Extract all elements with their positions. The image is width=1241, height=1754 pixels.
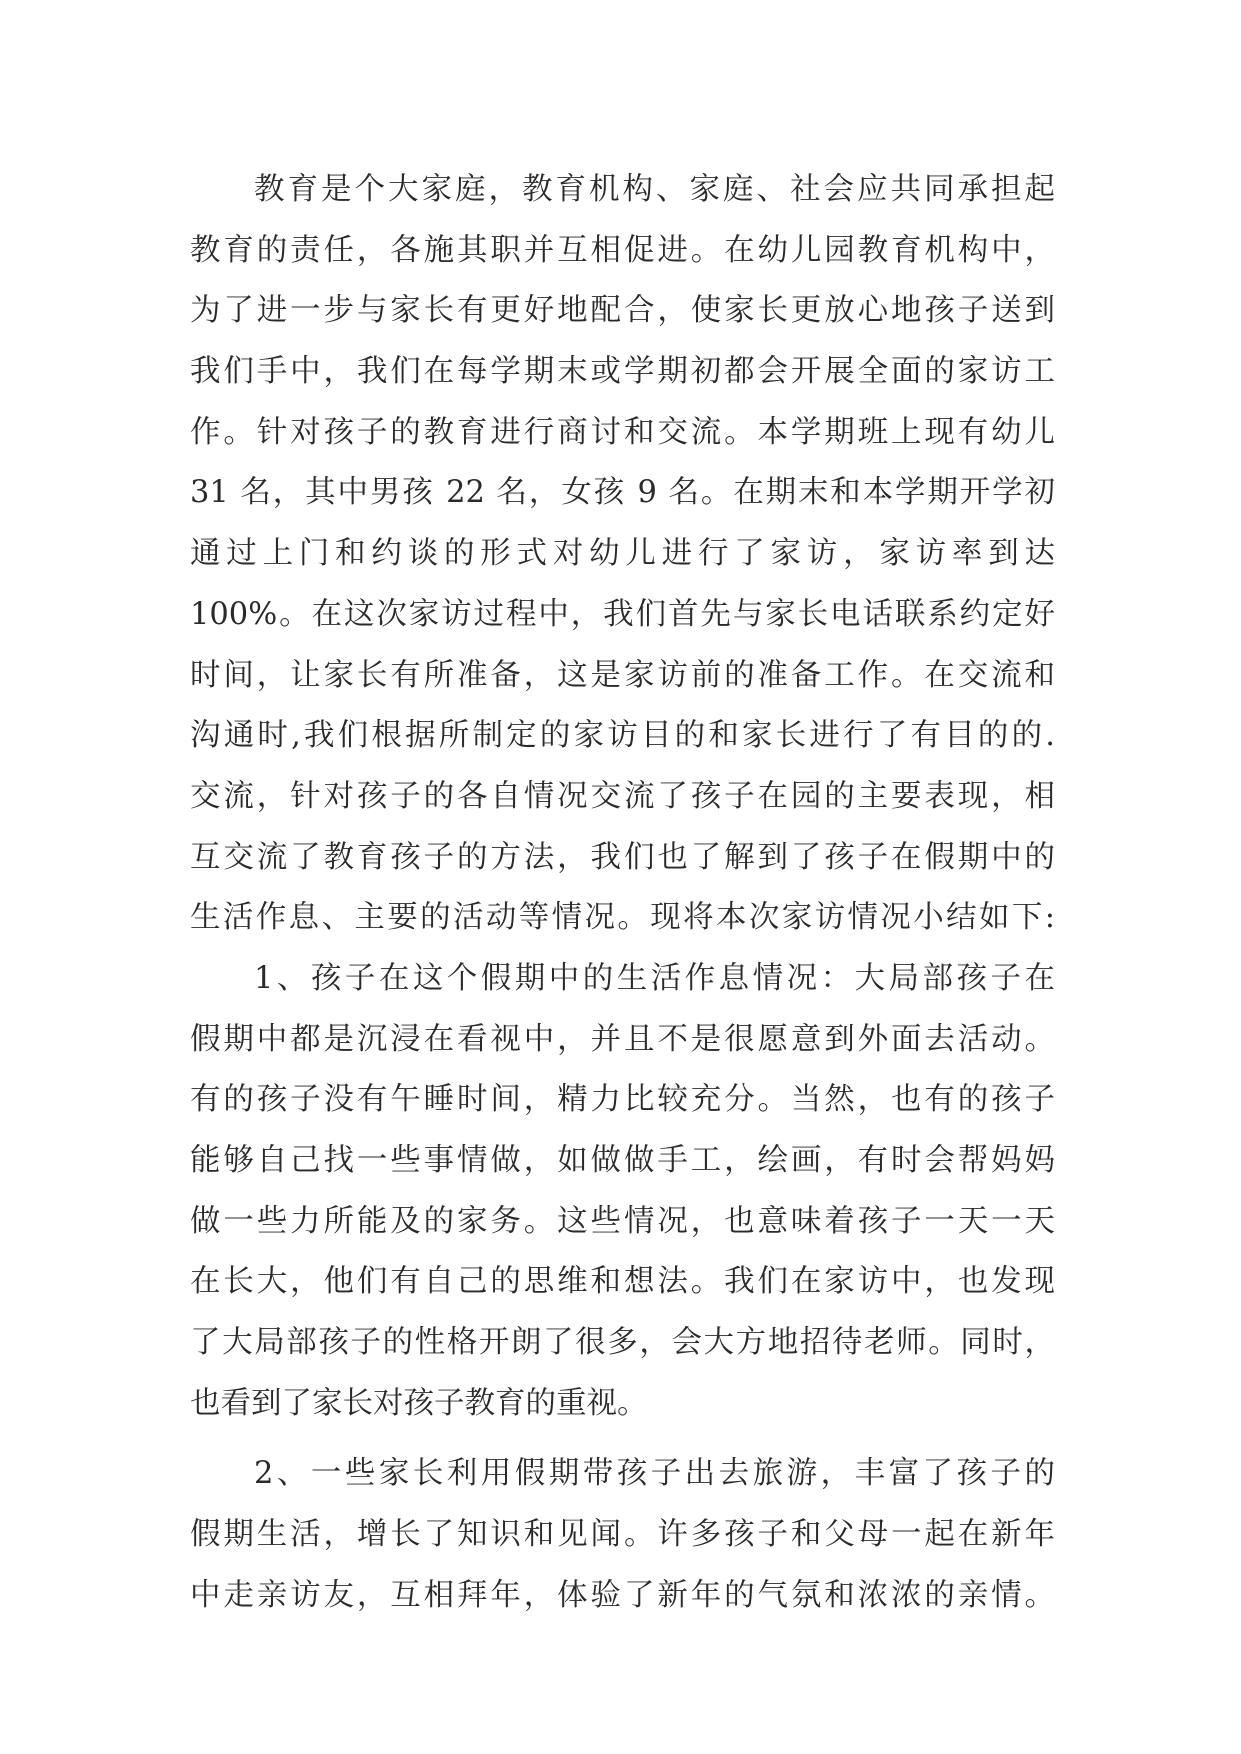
text-line: 沟通时,我们根据所制定的家访目的和家长进行了有目的的. [190, 718, 1055, 754]
text-line: 我们手中，我们在每学期末或学期初都会开展全面的家访工 [190, 354, 1055, 390]
text-line: 了大局部孩子的性格开朗了很多，会大方地招待老师。同时， [190, 1325, 1055, 1361]
text-line: 做一些力所能及的家务。这些情况，也意味着孩子一天一天 [190, 1203, 1055, 1239]
text-line: 能够自己找一些事情做，如做做手工，绘画，有时会帮妈妈 [190, 1143, 1055, 1178]
text-line: 为了进一步与家长有更好地配合，使家长更放心地孩子送到 [190, 293, 1055, 329]
text-line: 31 名，其中男孩 22 名，女孩 9 名。在期末和本学期开学初 [190, 475, 1055, 511]
text-line: 假期中都是沉浸在看视中，并且不是很愿意到外面去活动。 [190, 1021, 1055, 1057]
paragraph-intro [190, 160, 1055, 949]
paragraph-spacer [190, 1434, 1055, 1444]
text-line: 互交流了教育孩子的方法，我们也了解到了孩子在假期中的 [190, 839, 1055, 875]
text-line: 通过上门和约谈的形式对幼儿进行了家访，家访率到达 [190, 536, 1055, 572]
paragraph-point-2 [190, 1444, 1055, 1626]
text-line: 时间，让家长有所准备，这是家访前的准备工作。在交流和 [190, 657, 1055, 693]
text-line: 1、孩子在这个假期中的生活作息情况：大局部孩子在 [254, 960, 1055, 996]
text-line: 教育是个大家庭，教育机构、家庭、社会应共同承担起 [254, 172, 1055, 207]
document-body [190, 160, 1055, 1627]
text-line: 教育的责任，各施其职并互相促进。在幼儿园教育机构中， [190, 232, 1055, 268]
paragraph-point-1 [190, 949, 1055, 1435]
text-line: 中走亲访友，互相拜年，体验了新年的气氛和浓浓的亲情。 [190, 1577, 1055, 1613]
text-line: 有的孩子没有午睡时间，精力比较充分。当然，也有的孩子 [190, 1082, 1055, 1118]
text-line: 2、一些家长利用假期带孩子出去旅游，丰富了孩子的 [254, 1456, 1055, 1492]
text-line: 100%。在这次家访过程中，我们首先与家长电话联系约定好 [190, 596, 1055, 632]
text-line: 在长大，他们有自己的思维和想法。我们在家访中，也发现 [190, 1264, 1055, 1300]
text-line: 生活作息、主要的活动等情况。现将本次家访情况小结如下: [190, 900, 1055, 936]
text-line: 假期生活，增长了知识和见闻。许多孩子和父母一起在新年 [190, 1517, 1055, 1553]
text-line: 也看到了家长对孩子教育的重视。 [190, 1385, 648, 1421]
text-line: 交流，针对孩子的各自情况交流了孩子在园的主要表现，相 [190, 778, 1055, 814]
text-line: 作。针对孩子的教育进行商讨和交流。本学期班上现有幼儿 [190, 414, 1055, 450]
